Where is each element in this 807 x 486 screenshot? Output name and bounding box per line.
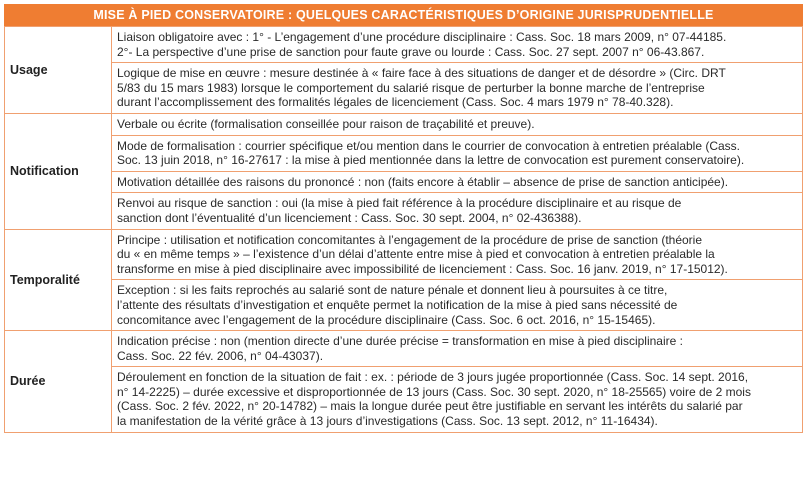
section-label: Notification xyxy=(5,113,112,229)
table-row xyxy=(5,331,803,367)
cell-text-line: (Cass. Soc. 2 fév. 2022, n° 20-14782) – mais la longue durée peut être justifiable en servant les intérêts du salarié par xyxy=(117,399,743,414)
table-row xyxy=(5,367,803,432)
cell-text-line: l’attente des résultats d’investigation et enquête permet la notification de la mise à pied sans nécessité de xyxy=(117,297,678,312)
cell-text-line: Motivation détaillée des raisons du prononcé : non (faits encore à établir – absence de prise de sanction anticipée). xyxy=(117,174,729,189)
cell-text-line: transforme en mise à pied disciplinaire avec impossibilité de licenciement : Cass. Soc. 16 janv. 2019, n° 17-15012). xyxy=(117,261,728,276)
table-title: MISE À PIED CONSERVATOIRE : QUELQUES CARACTÉRISTIQUES D’ORIGINE JURISPRUDENTIELLE xyxy=(4,4,803,26)
cell-text-line: 5/83 du 15 mars 1983) lorsque le comportement du salarié risque de perturber la bonne marche de l’entreprise xyxy=(117,80,705,95)
section-cell xyxy=(112,171,803,193)
section-cell xyxy=(112,27,803,63)
table-row xyxy=(5,171,803,193)
cell-text-line: Soc. 13 juin 2018, n° 16-27617 : la mise à pied mentionnée dans la lettre de convocation est purement conservatoire). xyxy=(117,153,745,168)
table-row xyxy=(5,280,803,331)
section-cell xyxy=(112,135,803,171)
cell-text-line: Mode de formalisation : courrier spécifique et/ou mention dans le courrier de convocation à entretien préalable (Cass. xyxy=(117,138,741,153)
section-label: Temporalité xyxy=(5,229,112,331)
cell-text-line: la manifestation de la vérité grâce à 13 jours d’investigations (Cass. Soc. 13 sept. 2012, n° 11-16434). xyxy=(117,414,658,429)
section-cell xyxy=(112,113,803,135)
cell-text-line: Verbale ou écrite (formalisation conseillée pour raison de traçabilité et preuve). xyxy=(117,116,535,131)
cell-text-line: Liaison obligatoire avec : 1° - L’engagement d’une procédure disciplinaire : Cass. Soc. 18 mars 2009, n° 07-44185. xyxy=(117,30,727,44)
characteristics-table xyxy=(4,26,803,433)
section-label: Usage xyxy=(5,27,112,114)
table-row xyxy=(5,63,803,114)
characteristics-table-container xyxy=(4,4,803,433)
section-cell xyxy=(112,280,803,331)
section-label: Durée xyxy=(5,331,112,433)
cell-text-line: Indication précise : non (mention directe d’une durée précise = transformation en mise à pied disciplinaire : xyxy=(117,334,683,349)
section-cell xyxy=(112,331,803,367)
cell-text-line: Logique de mise en œuvre : mesure destinée à « faire face à des situations de danger et de désordre » (Circ. DRT xyxy=(117,66,726,81)
table-body xyxy=(5,27,803,433)
table-row xyxy=(5,229,803,280)
table-row xyxy=(5,113,803,135)
cell-text-line: Renvoi au risque de sanction : oui (la mise à pied fait référence à la procédure disciplinaire et au risque de xyxy=(117,196,682,211)
section-cell xyxy=(112,63,803,114)
cell-text-line: Cass. Soc. 22 fév. 2006, n° 04-43037). xyxy=(117,348,324,363)
cell-text-line: Exception : si les faits reprochés au salarié sont de nature pénale et donnent lieu à poursuites à ce titre, xyxy=(117,283,668,298)
cell-text-line: n° 14-2225) – durée excessive et disproportionnée de 13 jours (Cass. Soc. 30 sept. 2020, n° 18-25565) voire de 2 mois xyxy=(117,384,751,399)
cell-text-line: 2°- La perspective d’une prise de sanction pour faute grave ou lourde : Cass. Soc. 27 sept. 2007 n° 06-43.867. xyxy=(117,44,705,59)
section-cell xyxy=(112,229,803,280)
table-row xyxy=(5,193,803,229)
table-row xyxy=(5,135,803,171)
cell-text-line: Déroulement en fonction de la situation de fait : ex. : période de 3 jours jugée proportionnée (Cass. Soc. 14 sept. 2016, xyxy=(117,370,749,385)
cell-text-line: concomitance avec l’engagement de la procédure disciplinaire (Cass. Soc. 6 oct. 2016, n° 15-15465). xyxy=(117,312,656,327)
section-cell xyxy=(112,193,803,229)
cell-text-line: du « en même temps » – l’existence d’un délai d’attente entre mise à pied et convocation à entretien préalable la xyxy=(117,247,715,262)
cell-text-line: durant l’accomplissement des formalités légales de licenciement (Cass. Soc. 4 mars 1979 n° 78-40.328). xyxy=(117,95,674,110)
cell-text-line: sanction dont l’éventualité d’un licenciement : Cass. Soc. 30 sept. 2004, n° 02-436388). xyxy=(117,210,582,225)
cell-text-line: Principe : utilisation et notification concomitantes à l’engagement de la procédure de prise de sanction (théorie xyxy=(117,232,703,247)
section-cell xyxy=(112,367,803,432)
table-row xyxy=(5,27,803,63)
